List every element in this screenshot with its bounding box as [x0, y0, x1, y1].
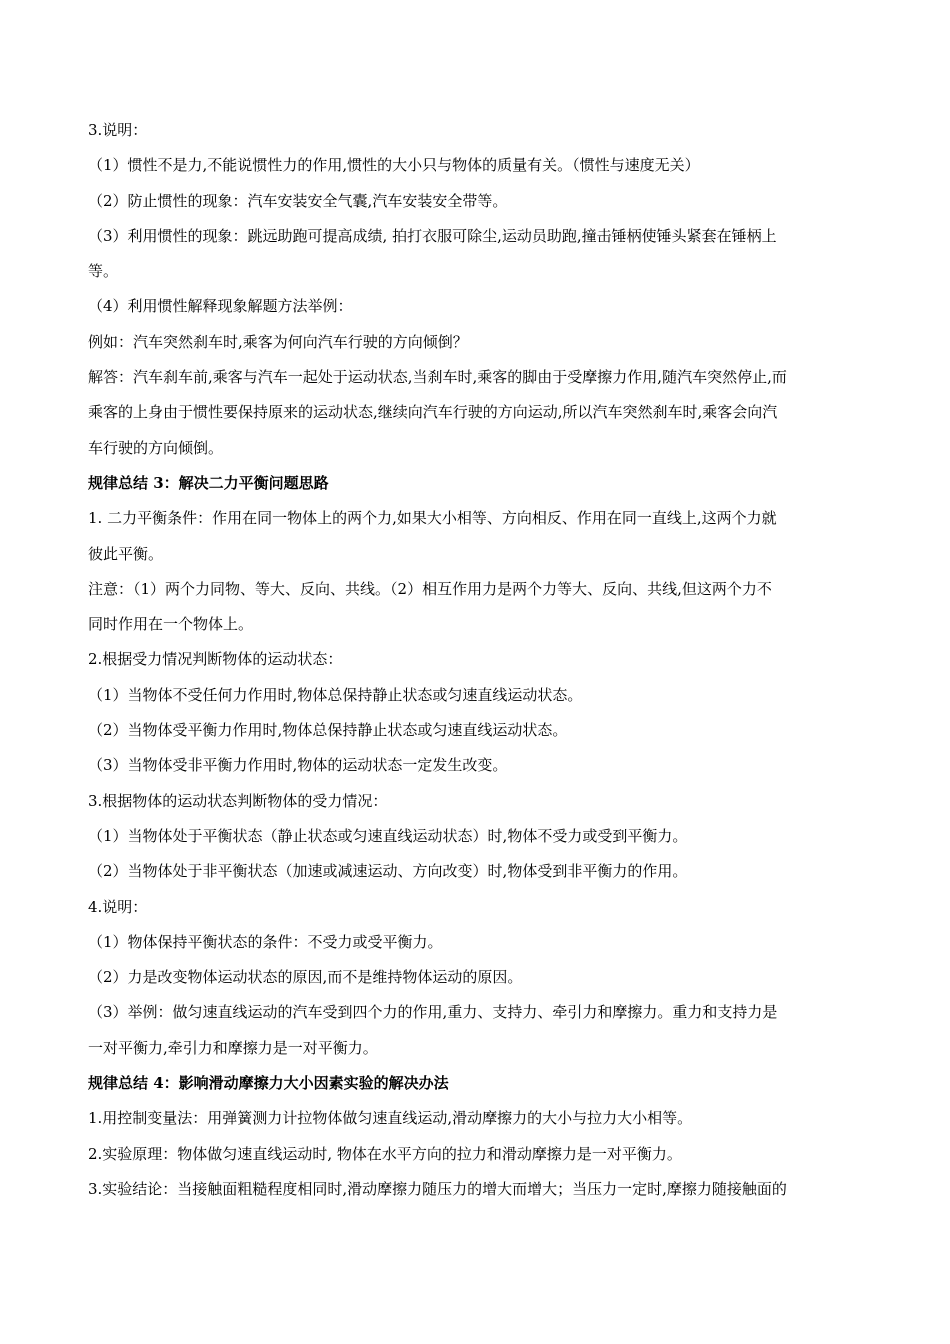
text-line: 彼此平衡。 [88, 544, 164, 563]
section-heading: 规律总结 4：影响滑动摩擦力大小因素实验的解决办法 [88, 1074, 449, 1093]
section-heading: 规律总结 3：解决二力平衡问题思路 [88, 473, 329, 492]
text-line: （3）利用惯性的现象：跳远助跑可提高成绩, 拍打衣服可除尘,运动员助跑,撞击锤柄使锤头紧套在锤柄上 [88, 226, 777, 245]
text-line: 2.根据受力情况判断物体的运动状态： [88, 650, 343, 669]
text-line: （4）利用惯性解释现象解题方法举例： [88, 297, 353, 316]
text-line: （2）当物体处于非平衡状态（加速或减速运动、方向改变）时,物体受到非平衡力的作用。 [88, 862, 688, 881]
text-line: 2.实验原理：物体做匀速直线运动时, 物体在水平方向的拉力和滑动摩擦力是一对平衡力。 [88, 1144, 682, 1163]
text-line: 解答：汽车刹车前,乘客与汽车一起处于运动状态,当刹车时,乘客的脚由于受摩擦力作用,随汽车突然停止,而 [88, 368, 787, 387]
text-line: 车行驶的方向倾倒。 [88, 438, 224, 457]
text-line: （1）当物体不受任何力作用时,物体总保持静止状态或匀速直线运动状态。 [88, 685, 583, 704]
text-line: 等。 [88, 262, 119, 281]
text-line: （3）当物体受非平衡力作用时,物体的运动状态一定发生改变。 [88, 756, 508, 775]
text-line: （1）物体保持平衡状态的条件：不受力或受平衡力。 [88, 932, 443, 951]
text-line: 3.实验结论：当接触面粗糙程度相同时,滑动摩擦力随压力的增大而增大；当压力一定时,摩擦力随接触面的 [88, 1179, 787, 1198]
text-line: 一对平衡力,牵引力和摩擦力是一对平衡力。 [88, 1038, 378, 1057]
text-line: 注意：（1）两个力同物、等大、反向、共线。（2）相互作用力是两个力等大、反向、共线,但这两个力不 [88, 579, 772, 598]
text-line: 例如：汽车突然刹车时,乘客为何向汽车行驶的方向倾倒？ [88, 332, 468, 351]
text-line: 3.根据物体的运动状态判断物体的受力情况： [88, 791, 388, 810]
text-line: 3.说明： [88, 121, 148, 139]
text-line: （2）当物体受平衡力作用时,物体总保持静止状态或匀速直线运动状态。 [88, 721, 568, 740]
document-body [88, 113, 863, 1207]
text-line: （2）力是改变物体运动状态的原因,而不是维持物体运动的原因。 [88, 968, 523, 987]
text-line: （3）举例：做匀速直线运动的汽车受到四个力的作用,重力、支持力、牵引力和摩擦力。重力和支持力是 [88, 1003, 778, 1022]
text-line: （2）防止惯性的现象：汽车安装安全气囊,汽车安装安全带等。 [88, 191, 508, 210]
text-line: 乘客的上身由于惯性要保持原来的运动状态,继续向汽车行驶的方向运动,所以汽车突然刹车时,乘客会向汽 [88, 403, 778, 422]
text-line: 1. 二力平衡条件：作用在同一物体上的两个力,如果大小相等、方向相反、作用在同一直线上,这两个力就 [88, 509, 777, 528]
text-line: （1）当物体处于平衡状态（静止状态或匀速直线运动状态）时,物体不受力或受到平衡力。 [88, 826, 688, 845]
text-line: 1.用控制变量法：用弹簧测力计拉物体做匀速直线运动,滑动摩擦力的大小与拉力大小相等。 [88, 1109, 693, 1128]
text-line: 同时作用在一个物体上。 [88, 615, 254, 634]
text-line: （1）惯性不是力,不能说惯性力的作用,惯性的大小只与物体的质量有关。（惯性与速度无关） [88, 156, 700, 175]
text-line: 4.说明： [88, 897, 148, 916]
